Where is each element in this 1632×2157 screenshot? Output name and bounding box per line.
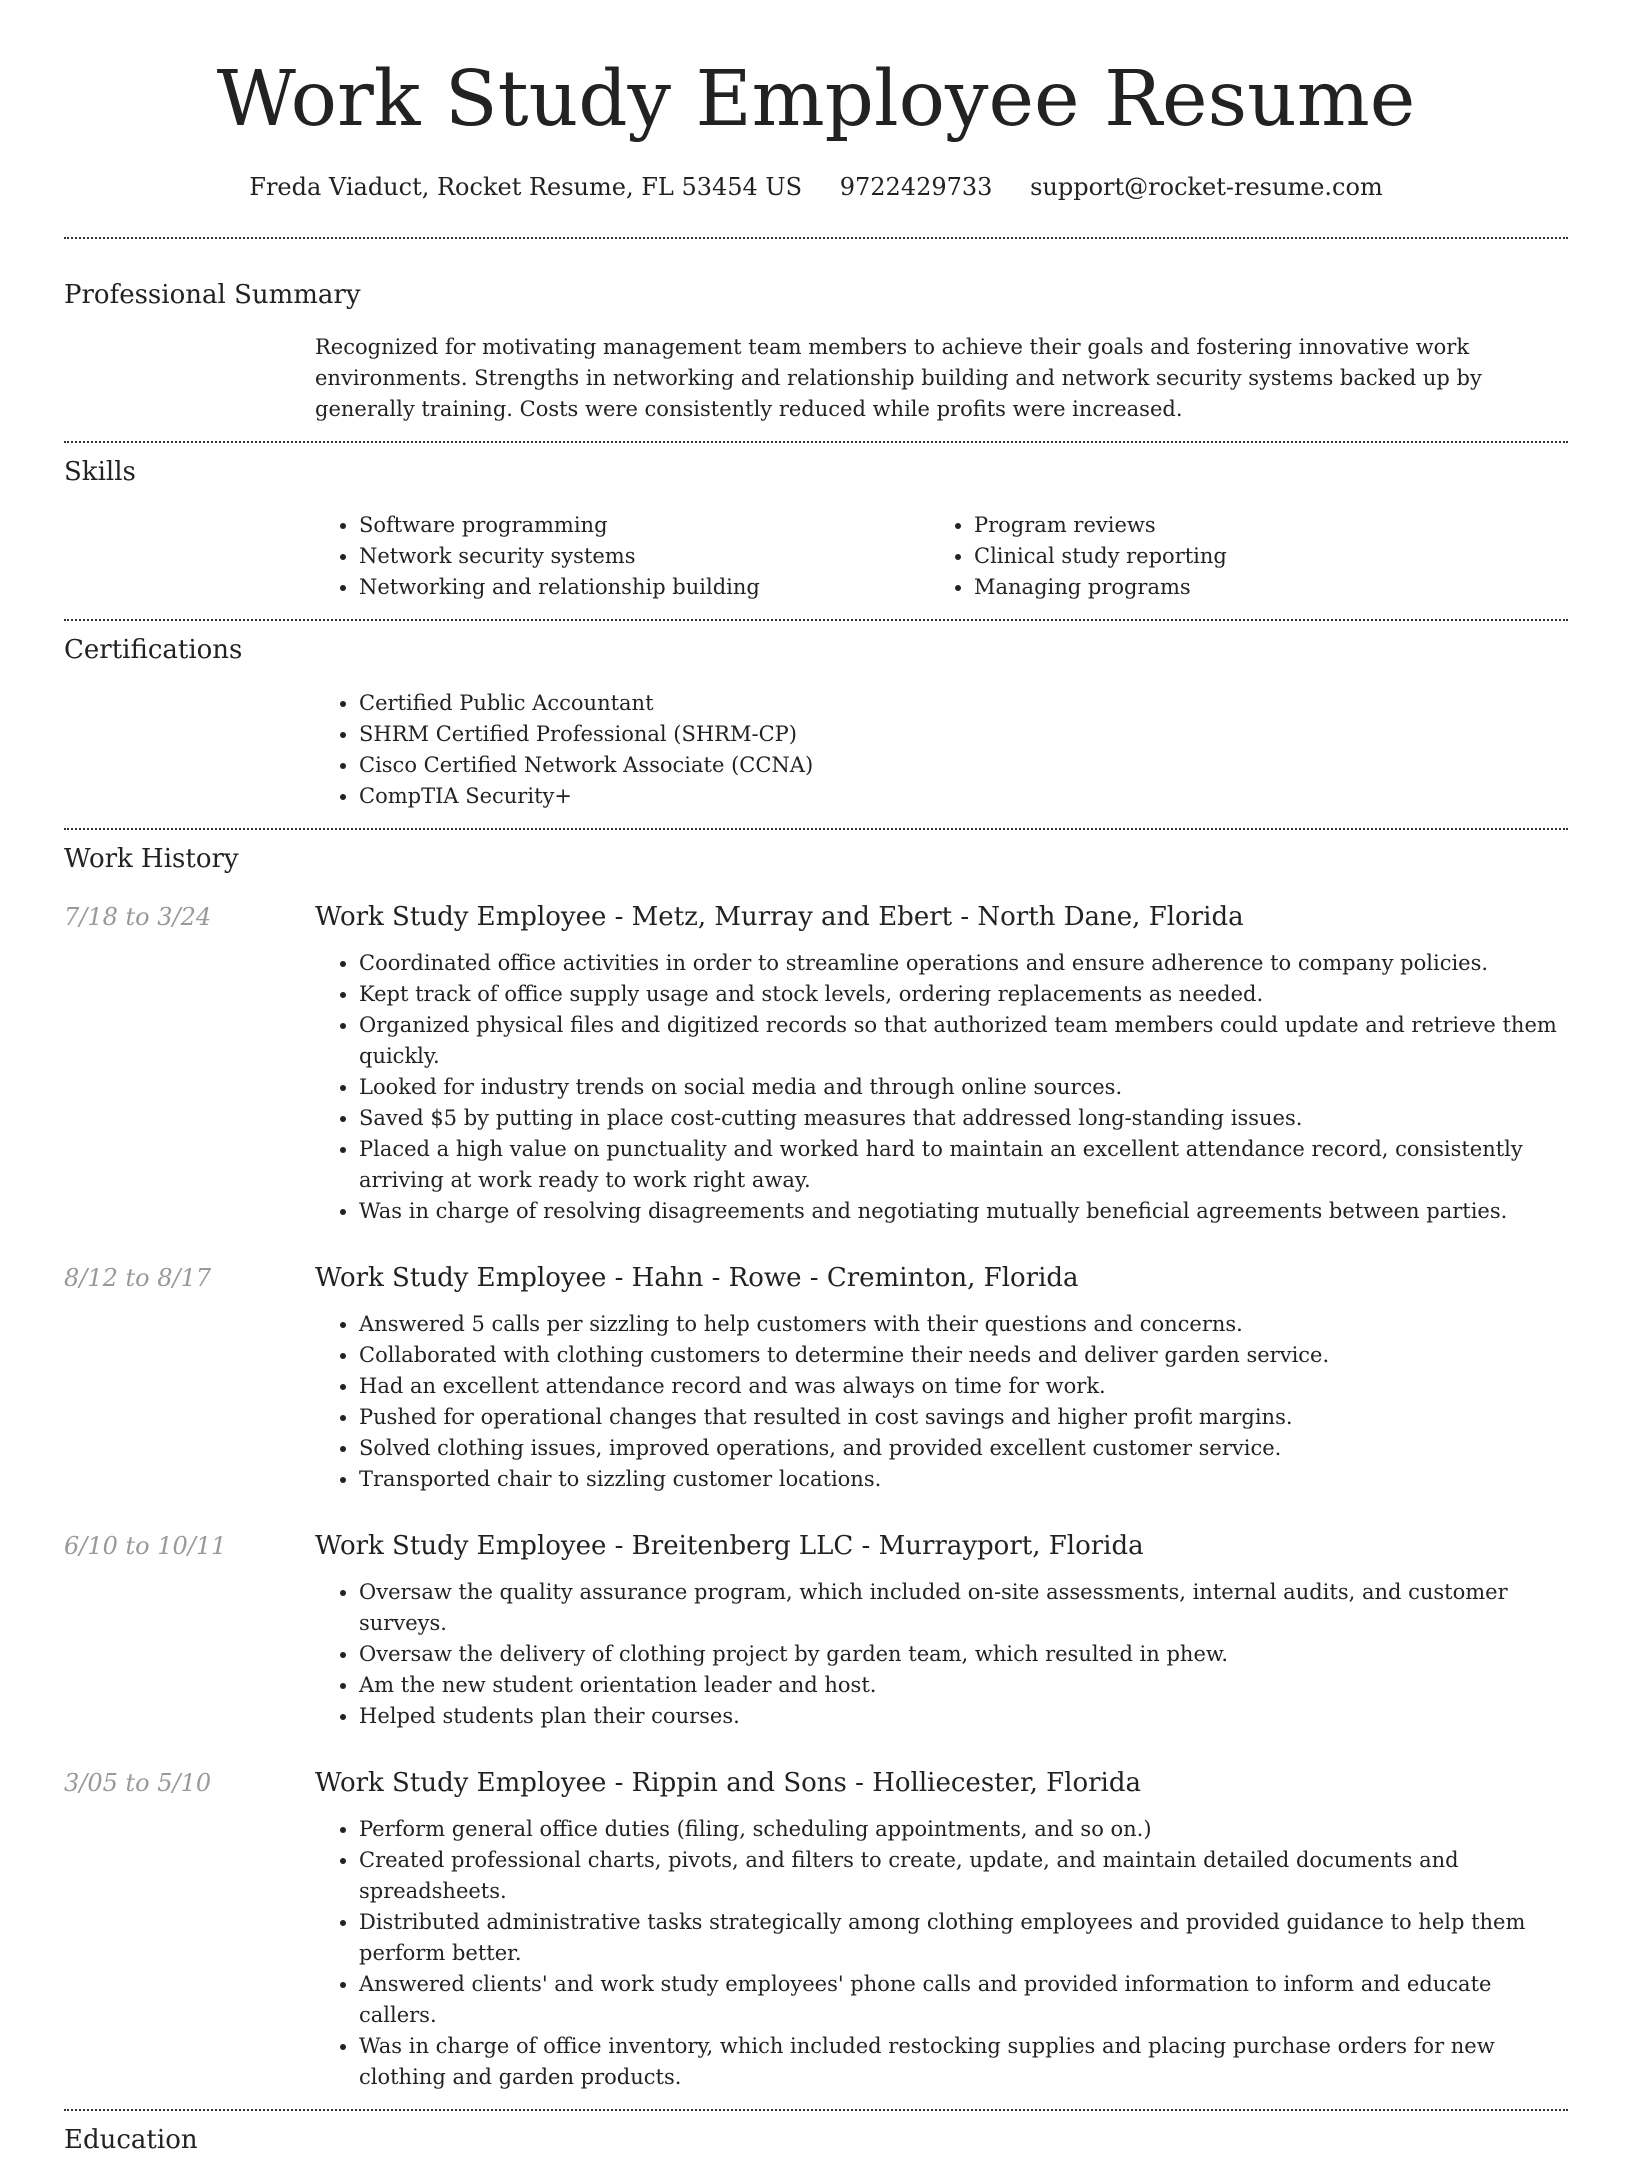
job-bullets [315,948,1568,1227]
work-history-heading: Work History [64,844,239,874]
list-item: • Answered 5 calls per sizzling to help customers with their questions and concerns. [359,1309,1568,1340]
certifications-list [315,688,1568,812]
summary-text: Recognized for motivating management team members to achieve their goals and fostering innovative work environments. Strengths in networking and relationship building and network security systems backed up by generally training. Costs were consistently reduced while profits were increased. [315,335,1482,421]
skills-content [315,510,1568,603]
list-item: • Transported chair to sizzling customer locations. [359,1464,1568,1495]
contact-address: Freda Viaduct, Rocket Resume, FL 53454 US [249,173,803,201]
job-entry [64,900,1568,1227]
list-item: • Kept track of office supply usage and stock levels, ordering replacements as needed. [359,979,1568,1010]
job-entry [64,1529,1568,1732]
certifications-section [64,621,1568,812]
certifications-heading: Certifications [64,635,243,665]
resume-page [64,0,1568,2157]
list-item: • Clinical study reporting [974,541,1545,572]
job-title: Work Study Employee - Breitenberg LLC - Murrayport, Florida [315,1531,1144,1561]
list-item: • Oversaw the quality assurance program, which included on-site assessments, internal audits, and customer surveys. [359,1577,1568,1639]
list-item: • Oversaw the delivery of clothing project by garden team, which resulted in phew. [359,1639,1568,1670]
job-title: Work Study Employee - Rippin and Sons - Holliecester, Florida [315,1768,1141,1798]
education-section [64,2111,1568,2157]
list-item: • Saved $5 by putting in place cost-cutting measures that addressed long-standing issues. [359,1103,1568,1134]
job-date: 6/10 to 10/11 [64,1532,227,1560]
summary-heading: Professional Summary [64,280,361,310]
list-item: • Network security systems [359,541,930,572]
education-heading: Education [64,2125,198,2155]
summary-section [64,239,1568,425]
list-item: • Looked for industry trends on social media and through online sources. [359,1072,1568,1103]
list-item: • Was in charge of office inventory, which included restocking supplies and placing purchase orders for new clothing and garden products. [359,2031,1568,2093]
job-title: Work Study Employee - Hahn - Rowe - Creminton, Florida [315,1263,1079,1293]
job-entry [64,1766,1568,2093]
contact-email: support@rocket-resume.com [1030,173,1383,201]
job-entry [64,1261,1568,1495]
list-item: • SHRM Certified Professional (SHRM-CP) [359,719,1568,750]
resume-title: Work Study Employee Resume [216,55,1416,144]
skills-section [64,443,1568,603]
list-item: • Cisco Certified Network Associate (CCNA) [359,750,1568,781]
list-item: • Organized physical files and digitized records so that authorized team members could update and retrieve them quickly. [359,1010,1568,1072]
list-item: • Answered clients' and work study employees' phone calls and provided information to inform and educate callers. [359,1969,1568,2031]
list-item: • Had an excellent attendance record and was always on time for work. [359,1371,1568,1402]
list-item: • Placed a high value on punctuality and worked hard to maintain an excellent attendance record, consistently arriving at work ready to work right away. [359,1134,1568,1196]
list-item: • Networking and relationship building [359,572,930,603]
list-item: • Perform general office duties (filing, scheduling appointments, and so on.) [359,1814,1568,1845]
job-bullet-list [315,1309,1568,1495]
contact-line [64,170,1568,204]
contact-phone: 9722429733 [839,173,993,201]
work-history-section [64,830,1568,2093]
list-item: • Distributed administrative tasks strategically among clothing employees and provided guidance to help them perform better. [359,1907,1568,1969]
list-item: • Program reviews [974,510,1545,541]
list-item: • Created professional charts, pivots, and filters to create, update, and maintain detailed documents and spreadsheets. [359,1845,1568,1907]
list-item: • Software programming [359,510,930,541]
list-item: • Solved clothing issues, improved operations, and provided excellent customer service. [359,1433,1568,1464]
job-date: 8/12 to 8/17 [64,1264,212,1292]
summary-content [315,332,1568,425]
skills-heading: Skills [64,457,136,487]
skills-list-left [315,510,930,603]
list-item: • Managing programs [974,572,1545,603]
list-item: • Collaborated with clothing customers to determine their needs and deliver garden service. [359,1340,1568,1371]
list-item: • Pushed for operational changes that resulted in cost savings and higher profit margins. [359,1402,1568,1433]
list-item: • CompTIA Security+ [359,781,1568,812]
list-item: • Was in charge of resolving disagreements and negotiating mutually beneficial agreements between parties. [359,1196,1568,1227]
list-item: • Am the new student orientation leader and host. [359,1670,1568,1701]
list-item: • Certified Public Accountant [359,688,1568,719]
job-bullet-list [315,1577,1568,1732]
job-bullets [315,1309,1568,1495]
job-bullet-list [315,948,1568,1227]
certifications-content [315,688,1568,812]
job-date: 3/05 to 5/10 [64,1769,212,1797]
job-title: Work Study Employee - Metz, Murray and Ebert - North Dane, Florida [315,902,1244,932]
list-item: • Helped students plan their courses. [359,1701,1568,1732]
skills-column-left [315,510,930,603]
skills-list-right [930,510,1545,603]
job-date: 7/18 to 3/24 [64,903,212,931]
skills-column-right [930,510,1545,603]
job-bullets [315,1814,1568,2093]
list-item: • Coordinated office activities in order to streamline operations and ensure adherence to company policies. [359,948,1568,979]
job-bullets [315,1577,1568,1732]
job-bullet-list [315,1814,1568,2093]
